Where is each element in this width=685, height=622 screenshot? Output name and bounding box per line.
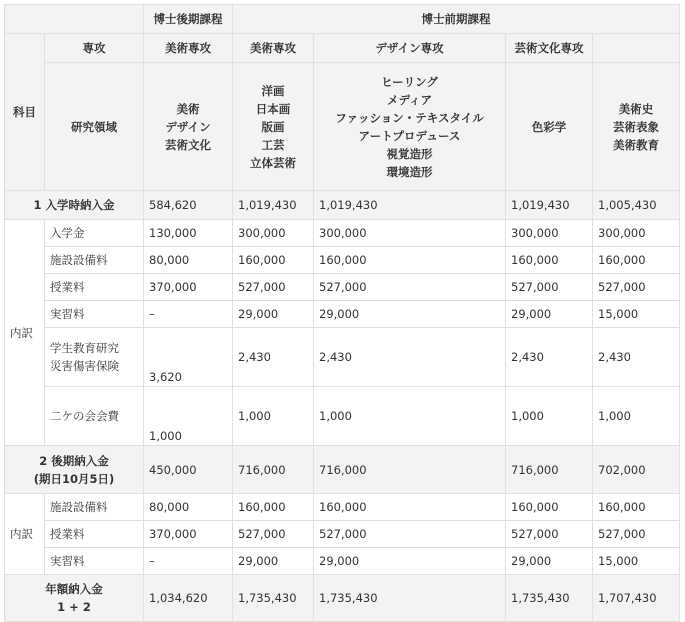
section2-title-line: 2 後期納入金 bbox=[39, 453, 109, 468]
amount-cell: 1,735,430 bbox=[506, 575, 593, 622]
amount-cell: 716,000 bbox=[506, 446, 593, 494]
section1-breakdown-row bbox=[5, 274, 680, 301]
item-label: 二ケの会会費 bbox=[45, 387, 144, 446]
doctoral-late-header: 博士後期課程 bbox=[144, 5, 233, 34]
section2-title-line: (期日10月5日) bbox=[33, 471, 115, 486]
amount-cell: 716,000 bbox=[233, 446, 314, 494]
field-name: 版画 bbox=[261, 119, 285, 134]
amount-cell: 160,000 bbox=[314, 494, 506, 521]
amount-cell: 29,000 bbox=[314, 548, 506, 575]
major-cell: 芸術文化専攻 bbox=[506, 34, 593, 63]
section2-breakdown-row bbox=[5, 494, 680, 521]
amount-cell: 527,000 bbox=[593, 274, 680, 301]
amount-cell: 300,000 bbox=[593, 220, 680, 247]
amount-cell: – bbox=[144, 301, 233, 328]
amount-cell: 1,000 bbox=[506, 387, 593, 446]
section2-total-row bbox=[5, 446, 680, 494]
section2-title bbox=[5, 446, 144, 494]
field-name: デザイン bbox=[165, 119, 211, 134]
field-name: ファッション・テキスタイル bbox=[335, 110, 484, 125]
field-name: 日本画 bbox=[255, 101, 291, 116]
amount-cell: 29,000 bbox=[233, 301, 314, 328]
amount-cell: 1,019,430 bbox=[506, 191, 593, 220]
amount-cell: 370,000 bbox=[144, 521, 233, 548]
item-label bbox=[45, 328, 144, 387]
amount-cell: 160,000 bbox=[506, 494, 593, 521]
amount-cell: 1,019,430 bbox=[314, 191, 506, 220]
item-label: 入学金 bbox=[45, 220, 144, 247]
field-name: ヒーリング bbox=[381, 74, 438, 89]
amount-cell: 300,000 bbox=[506, 220, 593, 247]
amount-cell: 80,000 bbox=[144, 247, 233, 274]
amount-cell: 1,735,430 bbox=[233, 575, 314, 622]
field-cell bbox=[144, 63, 233, 191]
header-row-major bbox=[5, 34, 680, 63]
header-blank-cell bbox=[5, 5, 144, 34]
section1-breakdown-row bbox=[5, 301, 680, 328]
field-cell bbox=[593, 63, 680, 191]
amount-cell: 160,000 bbox=[593, 494, 680, 521]
field-name: 美術 bbox=[176, 101, 200, 116]
major-cell bbox=[593, 34, 680, 63]
amount-cell: 160,000 bbox=[314, 247, 506, 274]
section1-breakdown-row bbox=[5, 328, 680, 387]
field-name: 環境造形 bbox=[386, 164, 433, 179]
item-label-line: 学生教育研究 bbox=[50, 341, 119, 355]
amount-cell: 527,000 bbox=[506, 521, 593, 548]
tuition-fee-table bbox=[4, 4, 680, 622]
annual-total-row bbox=[5, 575, 680, 622]
amount-cell: 2,430 bbox=[593, 328, 680, 387]
amount-cell: 527,000 bbox=[314, 521, 506, 548]
header-row-course bbox=[5, 5, 680, 34]
item-label: 授業料 bbox=[45, 274, 144, 301]
annual-total-title bbox=[5, 575, 144, 622]
amount-cell: 2,430 bbox=[314, 328, 506, 387]
amount-cell: 1,000 bbox=[593, 387, 680, 446]
section1-total-row bbox=[5, 191, 680, 220]
amount-cell: 1,000 bbox=[233, 387, 314, 446]
field-name: 美術教育 bbox=[613, 137, 659, 152]
field-name: 洋画 bbox=[261, 83, 285, 98]
amount-cell: 527,000 bbox=[314, 274, 506, 301]
section1-title: 1 入学時納入金 bbox=[5, 191, 144, 220]
item-label: 実習料 bbox=[45, 548, 144, 575]
field-name: 視覚造形 bbox=[386, 146, 433, 161]
field-name: 芸術表象 bbox=[613, 119, 659, 134]
section2-breakdown-row bbox=[5, 521, 680, 548]
amount-cell: 1,000 bbox=[314, 387, 506, 446]
section1-breakdown-row bbox=[5, 387, 680, 446]
item-label: 授業料 bbox=[45, 521, 144, 548]
amount-cell: 3,620 bbox=[144, 328, 233, 387]
amount-cell: 300,000 bbox=[233, 220, 314, 247]
field-label: 研究領域 bbox=[45, 63, 144, 191]
field-cell bbox=[233, 63, 314, 191]
field-name: アートプロデュース bbox=[358, 128, 461, 143]
amount-cell: 15,000 bbox=[593, 548, 680, 575]
item-label-line: 災害傷害保険 bbox=[50, 359, 119, 373]
amount-cell: 160,000 bbox=[506, 247, 593, 274]
annual-total-title-line: 年額納入金 bbox=[45, 582, 103, 596]
amount-cell: 29,000 bbox=[314, 301, 506, 328]
amount-cell: 80,000 bbox=[144, 494, 233, 521]
field-name: 色彩学 bbox=[531, 119, 567, 134]
amount-cell: 1,019,430 bbox=[233, 191, 314, 220]
item-label: 施設設備料 bbox=[45, 494, 144, 521]
amount-cell: 370,000 bbox=[144, 274, 233, 301]
breakdown-label: 内訳 bbox=[5, 220, 45, 446]
amount-cell: 450,000 bbox=[144, 446, 233, 494]
major-cell: デザイン専攻 bbox=[314, 34, 506, 63]
amount-cell: 2,430 bbox=[506, 328, 593, 387]
header-row-field bbox=[5, 63, 680, 191]
amount-cell: 527,000 bbox=[593, 521, 680, 548]
annual-total-title-line: 1 + 2 bbox=[57, 600, 91, 614]
amount-cell: 15,000 bbox=[593, 301, 680, 328]
field-name: 芸術文化 bbox=[165, 137, 211, 152]
item-label: 実習料 bbox=[45, 301, 144, 328]
major-cell: 美術専攻 bbox=[233, 34, 314, 63]
major-label: 専攻 bbox=[45, 34, 144, 63]
amount-cell: 300,000 bbox=[314, 220, 506, 247]
amount-cell: 716,000 bbox=[314, 446, 506, 494]
amount-cell: 160,000 bbox=[233, 494, 314, 521]
field-cell bbox=[314, 63, 506, 191]
field-name: 工芸 bbox=[261, 137, 285, 152]
major-cell: 美術専攻 bbox=[144, 34, 233, 63]
field-name: メディア bbox=[386, 92, 433, 107]
amount-cell: 160,000 bbox=[593, 247, 680, 274]
subject-header: 科目 bbox=[5, 34, 45, 191]
amount-cell: 1,707,430 bbox=[593, 575, 680, 622]
amount-cell: 1,005,430 bbox=[593, 191, 680, 220]
field-name: 立体芸術 bbox=[250, 155, 296, 170]
amount-cell: 527,000 bbox=[233, 274, 314, 301]
amount-cell: 29,000 bbox=[506, 548, 593, 575]
field-name: 美術史 bbox=[618, 101, 654, 116]
amount-cell: 1,034,620 bbox=[144, 575, 233, 622]
amount-cell: 1,000 bbox=[144, 387, 233, 446]
section2-breakdown-row bbox=[5, 548, 680, 575]
amount-cell: 29,000 bbox=[233, 548, 314, 575]
amount-cell: – bbox=[144, 548, 233, 575]
amount-cell: 702,000 bbox=[593, 446, 680, 494]
doctoral-early-header: 博士前期課程 bbox=[233, 5, 680, 34]
amount-cell: 2,430 bbox=[233, 328, 314, 387]
field-cell bbox=[506, 63, 593, 191]
amount-cell: 1,735,430 bbox=[314, 575, 506, 622]
amount-cell: 160,000 bbox=[233, 247, 314, 274]
amount-cell: 527,000 bbox=[506, 274, 593, 301]
section1-breakdown-row bbox=[5, 220, 680, 247]
amount-cell: 527,000 bbox=[233, 521, 314, 548]
section1-breakdown-row bbox=[5, 247, 680, 274]
breakdown-label: 内訳 bbox=[5, 494, 45, 575]
item-label: 施設設備料 bbox=[45, 247, 144, 274]
amount-cell: 584,620 bbox=[144, 191, 233, 220]
amount-cell: 130,000 bbox=[144, 220, 233, 247]
amount-cell: 29,000 bbox=[506, 301, 593, 328]
